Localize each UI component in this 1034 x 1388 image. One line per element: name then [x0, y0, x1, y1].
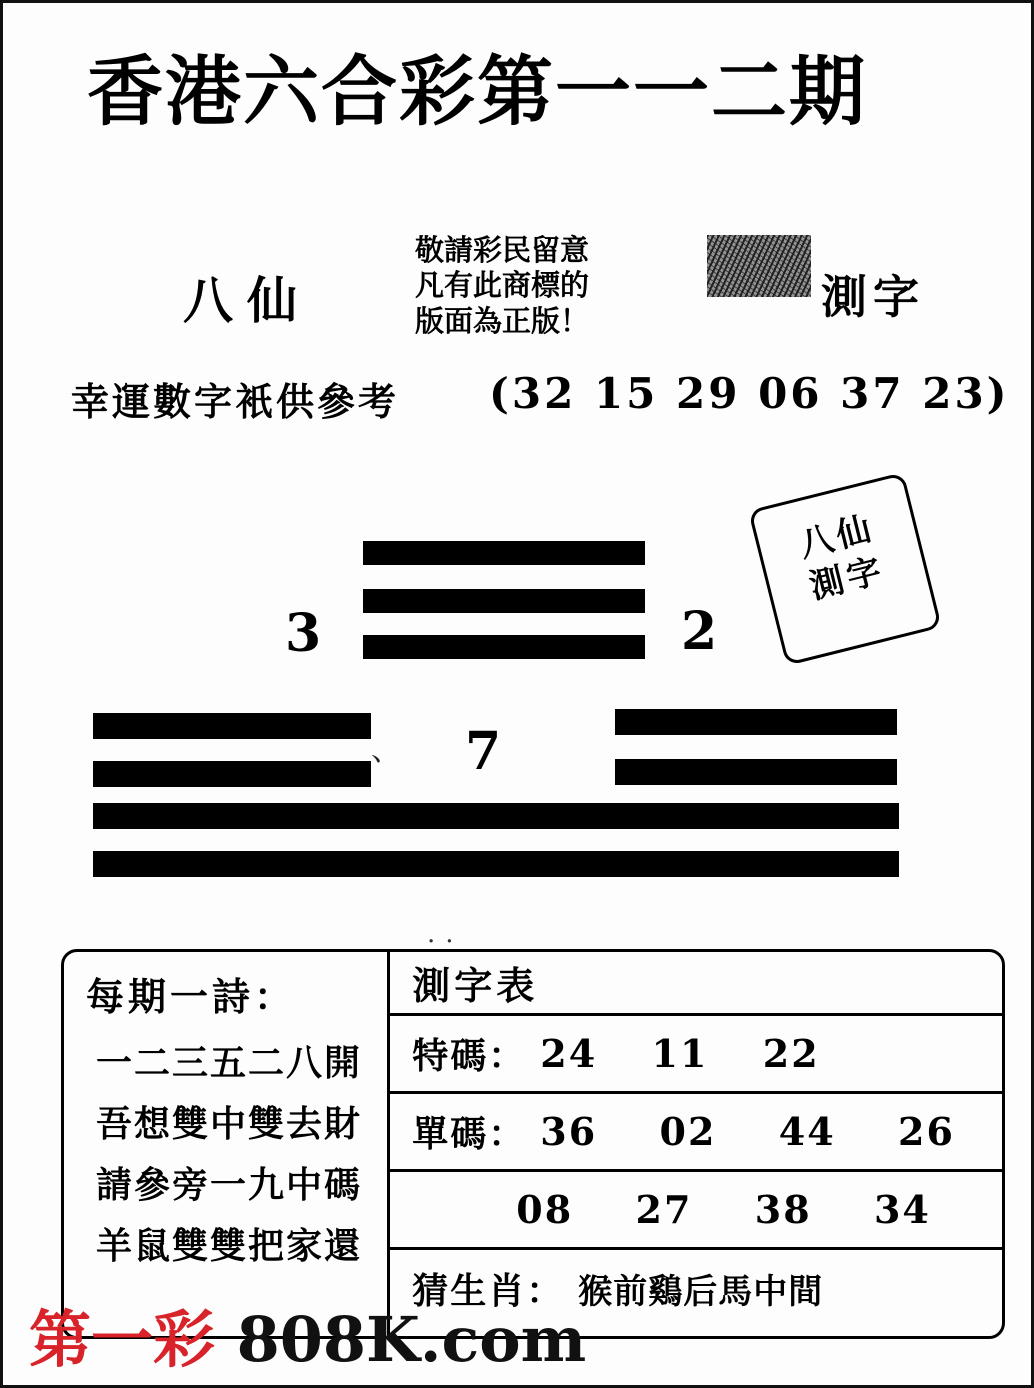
notice-line-2: 凡有此商標的	[415, 268, 590, 303]
hexagram-bar-broken-4-left	[93, 713, 371, 739]
single-code-values-row1	[540, 1109, 1002, 1154]
brand-label: 八仙	[183, 271, 311, 330]
hexagram-digit-right: 2	[681, 601, 718, 662]
hexagram-digit-center: 7	[465, 721, 502, 782]
number-cell: 08	[516, 1187, 574, 1232]
number-cell: 26	[898, 1109, 955, 1154]
number-cell: 22	[762, 1031, 820, 1076]
number-cell: 34	[873, 1187, 931, 1232]
notice-line-1: 敬請彩民留意	[415, 233, 590, 267]
number-cell: 24	[540, 1031, 598, 1076]
poem-line: 羊鼠雙雙把家還	[96, 1225, 363, 1267]
hexagram-digit-left: 3	[285, 603, 322, 664]
hexagram-bar-broken-5-right	[615, 759, 897, 785]
hexagram-bar-upper-2	[363, 589, 645, 613]
cezi-table-heading: 測字表	[412, 963, 539, 1008]
seal-line-2: 測字	[805, 549, 890, 607]
hexagram-bar-upper-3	[363, 635, 645, 659]
poem-line: 請參旁一九中碼	[96, 1164, 363, 1206]
cezi-table-heading-row	[390, 952, 1002, 1016]
hexagram-bar-broken-4-right	[615, 709, 897, 735]
poem-line: 吾想雙中雙去財	[96, 1103, 363, 1145]
hexagram-bar-broken-5-left	[93, 761, 371, 787]
watermark-footer	[29, 1290, 586, 1379]
table-row	[390, 1172, 1002, 1250]
hexagram-bar-upper-1	[363, 541, 645, 565]
number-cell: 36	[540, 1109, 598, 1154]
watermark-site: 808K.com	[236, 1303, 587, 1376]
table-row	[390, 1016, 1002, 1094]
single-code-label: 單碼：	[412, 1113, 527, 1155]
seal-line-1: 八仙	[795, 508, 879, 566]
poem-line: 一二三五二八開	[96, 1042, 363, 1084]
authenticity-notice	[415, 233, 695, 339]
special-code-values	[540, 1031, 858, 1076]
number-cell: 38	[754, 1187, 812, 1232]
poem-heading: 每期一詩：	[86, 974, 297, 1019]
cezi-heading-top: 測字	[821, 270, 925, 324]
zodiac-value: 猴前鷄后馬中間	[578, 1271, 824, 1312]
poem-column	[64, 952, 390, 1336]
bottom-table	[61, 949, 1005, 1339]
number-cell: 11	[651, 1031, 709, 1076]
lucky-numbers-value: (32 15 29 06 37 23)	[489, 369, 1010, 418]
notice-line-3: 版面為正版！	[415, 303, 590, 338]
stray-dots: ..	[427, 919, 464, 949]
number-cell: 02	[659, 1109, 717, 1154]
table-row	[390, 1094, 1002, 1172]
special-code-label: 特碼：	[412, 1035, 527, 1077]
single-code-values-row2	[516, 1187, 978, 1232]
number-cell: 27	[635, 1187, 693, 1232]
number-cell: 44	[778, 1109, 836, 1154]
page-title: 香港六合彩第一一二期	[87, 47, 867, 136]
stray-mark: 、	[371, 733, 401, 768]
zodiac-label: 猜生肖：	[412, 1269, 565, 1312]
watermark-brand: 第一彩	[29, 1303, 216, 1376]
trademark-stamp-icon	[707, 235, 811, 297]
cezi-column	[390, 952, 1002, 1336]
hexagram-bar-long-1	[93, 803, 899, 829]
cezi-seal	[748, 472, 942, 666]
lucky-numbers-label: 幸運數字衹供參考	[71, 379, 400, 424]
hexagram-bar-long-2	[93, 851, 899, 877]
